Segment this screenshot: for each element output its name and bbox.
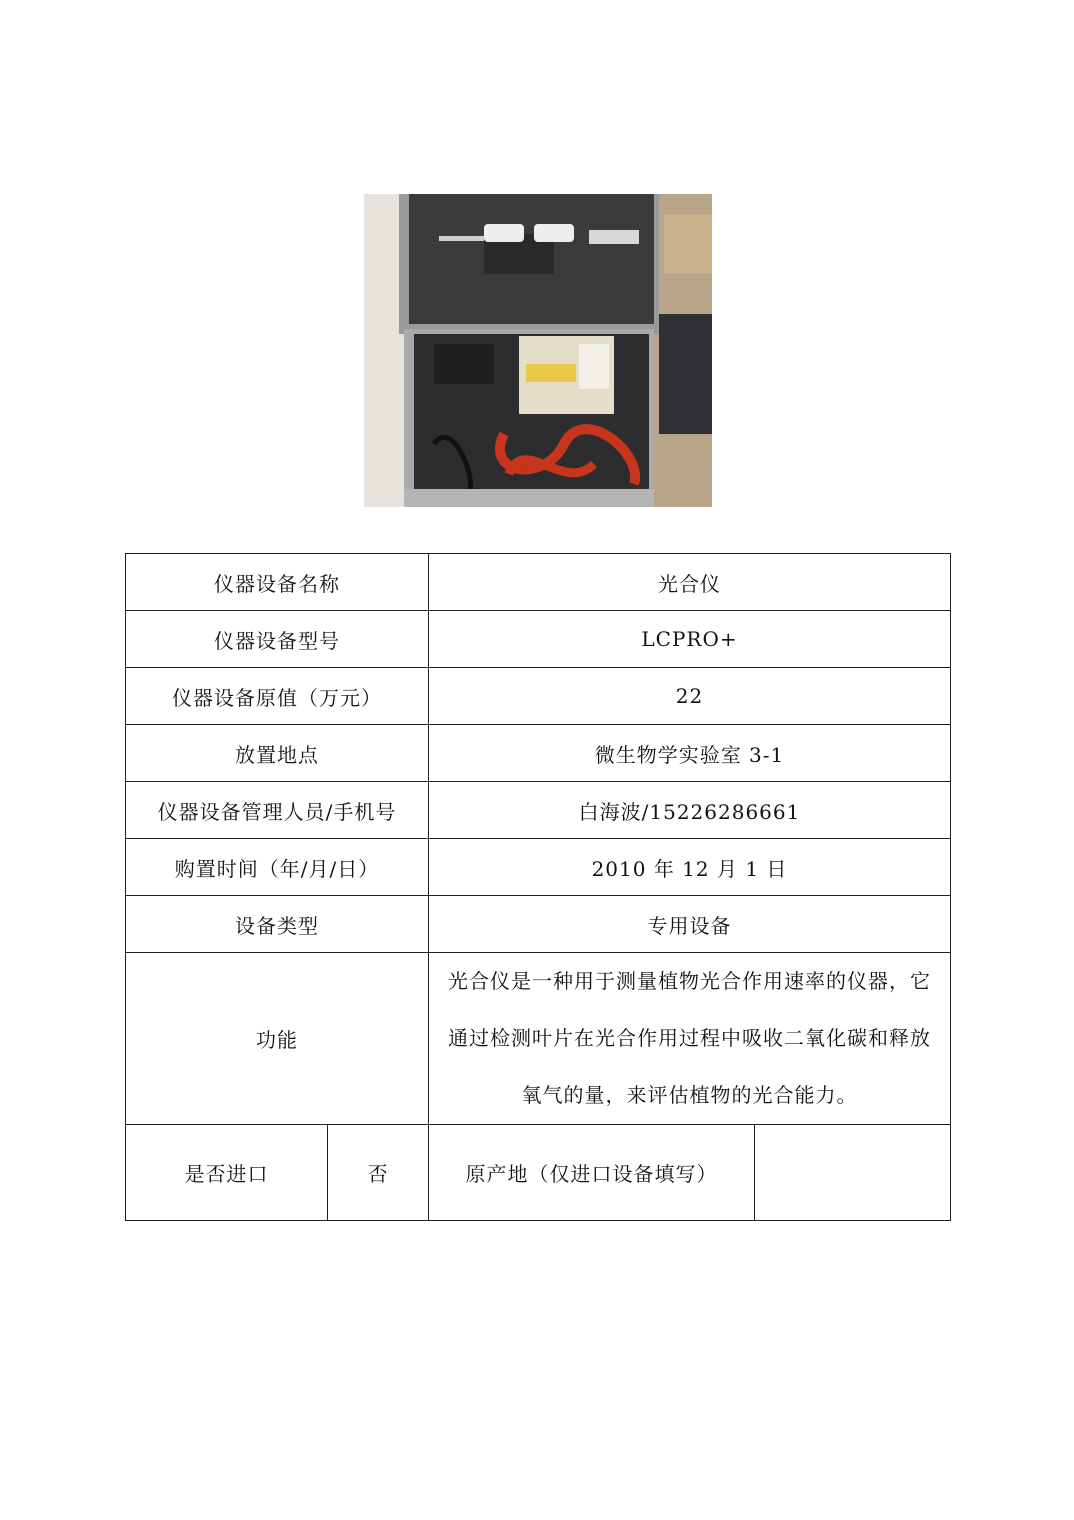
import-label: 是否进口	[126, 1125, 328, 1221]
table-row	[126, 896, 951, 953]
row-label: 购置时间（年/月/日）	[126, 839, 429, 896]
row-value: 光合仪	[429, 554, 951, 611]
table-row	[126, 839, 951, 896]
import-row	[126, 1125, 951, 1221]
row-value: 2010 年 12 月 1 日	[429, 839, 951, 896]
table-row	[126, 611, 951, 668]
table-row	[126, 725, 951, 782]
function-line: 通过检测叶片在光合作用过程中吸收二氧化碳和释放	[448, 1026, 931, 1050]
instrument-info-table	[125, 553, 951, 1221]
row-label: 设备类型	[126, 896, 429, 953]
row-value: 白海波/15226286661	[429, 782, 951, 839]
row-value: LCPRO+	[429, 611, 951, 668]
origin-label: 原产地（仅进口设备填写）	[429, 1125, 755, 1221]
table-row	[126, 554, 951, 611]
table-row	[126, 782, 951, 839]
row-label: 放置地点	[126, 725, 429, 782]
row-label: 仪器设备名称	[126, 554, 429, 611]
function-line: 光合仪是一种用于测量植物光合作用速率的仪器，它	[448, 969, 931, 993]
function-description	[429, 953, 951, 1125]
function-row	[126, 953, 951, 1125]
row-value: 微生物学实验室 3-1	[429, 725, 951, 782]
row-value: 专用设备	[429, 896, 951, 953]
row-label: 仪器设备原值（万元）	[126, 668, 429, 725]
function-line: 氧气的量，来评估植物的光合能力。	[521, 1083, 858, 1107]
function-label: 功能	[126, 953, 429, 1125]
row-label: 仪器设备型号	[126, 611, 429, 668]
instrument-case-icon	[364, 194, 712, 507]
row-label: 仪器设备管理人员/手机号	[126, 782, 429, 839]
instrument-photo	[364, 194, 712, 507]
row-value: 22	[429, 668, 951, 725]
import-value: 否	[328, 1125, 429, 1221]
table-row	[126, 668, 951, 725]
origin-value	[755, 1125, 951, 1221]
